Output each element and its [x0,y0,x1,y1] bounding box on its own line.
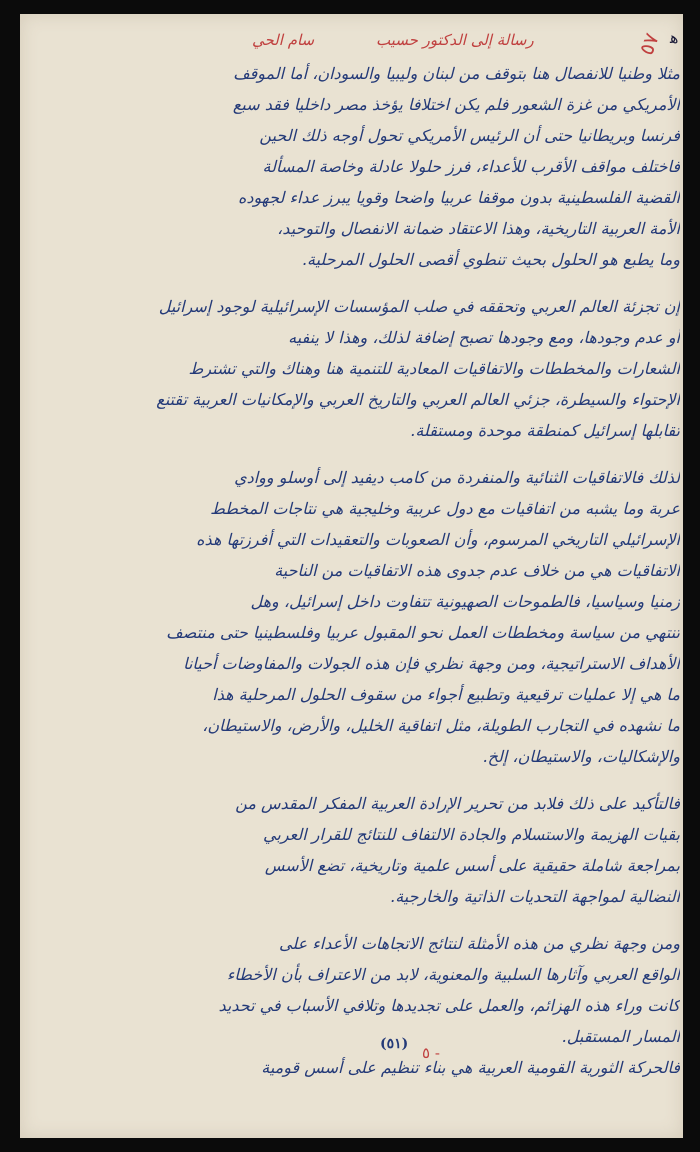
text-line: القضية الفلسطينية بدون موقفا عربيا واضحا وقويا يبرز عداء لجهوده [238,188,680,207]
paragraph-1 [68,58,680,275]
text-line: فرنسا وبريطانيا حتى أن الرئيس الأمريكي تحول أوجه ذلك الحين [259,126,680,145]
text-line: فاختلف مواقف الأقرب للأعداء، فرز حلولا عادلة وخاصة المسألة [262,157,680,176]
text-line: الأمريكي من غزة الشعور فلم يكن اختلافا يؤخذ مصر داخليا فقد سبع [232,95,680,114]
text-line: الواقع العربي وآثارها السلبية والمعنوية، لابد من الاعتراف بأن الأخطاء [226,965,680,984]
handwritten-body [68,58,680,1083]
folio-number: ٥٧ [633,29,664,59]
text-line: كانت وراء هذه الهزائم، والعمل على تجديدها وتلافي الأسباب في تحديد [218,996,680,1015]
text-line: بمراجعة شاملة حقيقية على أسس علمية وتاريخية، تضع الأسس [264,856,680,875]
corner-mark: ﻫ [670,28,679,47]
text-line: الأهداف الاستراتيجية، ومن وجهة نظري فإن هذه الجولات والمفاوضات أحيانا [183,654,680,673]
header-title: رسالة إلى الدكتور حسيب [376,31,534,49]
page-number: (٥١) [380,1036,409,1052]
text-line: ما هي إلا عمليات ترقيعية وتطبيع أجواء من سقوف الحلول المرحلية هذا [212,685,680,704]
text-line: الإحتواء والسيطرة، جزئي العالم العربي والتاريخ العربي والإمكانيات العربية تقتنع [156,390,680,409]
text-line: الشعارات والمخططات والاتفاقيات المعادية للتنمية هنا وهناك والتي تشترط [188,359,680,378]
header-name-left: سام الحي [252,31,315,49]
text-line: إن تجزئة العالم العربي وتحققه في صلب المؤسسات الإسرائيلية لوجود إسرائيل [158,297,680,316]
text-line: تنتهي من سياسة ومخططات العمل نحو المقبول عربيا وفلسطينيا حتى منتصف [166,623,680,642]
page-number-annotation: ٥ - [422,1044,440,1062]
text-line: الأمة العربية التاريخية، وهذا الاعتقاد ضمانة الانفصال والتوحيد، [277,219,680,238]
text-line: وما يطبع هو الحلول بحيث تنطوي أقصى الحلول المرحلية. [301,250,680,269]
paragraph-4 [68,788,680,912]
text-line: الاتفاقيات هي من خلاف عدم جدوى هذه الاتفاقيات من الناحية [274,561,680,580]
text-line: أو عدم وجودها، ومع وجودها تصبح إضافة لذلك، وهذا لا ينفيه [288,328,680,347]
paragraph-2 [68,291,680,446]
text-line: بقيات الهزيمة والاستسلام والجادة الالتفاف للنتائج للقرار العربي [263,825,680,844]
text-line: النضالية لمواجهة التحديات الذاتية والخارجية. [390,887,680,906]
text-line: زمنيا وسياسيا، فالطموحات الصهيونية تتفاوت داخل إسرائيل، وهل [250,592,680,611]
text-line: عربة وما يشبه من اتفاقيات مع دول عربية وخليجية هي نتاجات المخطط [210,499,680,518]
text-line: ما نشهده في التجارب الطويلة، مثل اتفاقية الخليل، والأرض، والاستيطان، [202,716,680,735]
text-line: ومن وجهة نظري من هذه الأمثلة لنتائج الاتجاهات الأعداء على [278,934,680,953]
text-line: لذلك فالاتفاقيات الثنائية والمنفردة من كامب ديفيد إلى أوسلو ووادي [234,468,680,487]
manuscript-page [20,14,683,1138]
paragraph-6 [68,1052,680,1083]
text-line: تقابلها إسرائيل كمنطقة موحدة ومستقلة. [410,421,680,440]
paragraph-5 [68,928,680,1052]
text-line: الإسرائيلي التاريخي المرسوم، وأن الصعوبات والتعقيدات التي أفرزتها هذه [196,530,680,549]
text-line: مثلا وطنيا للانفصال هنا بتوقف من لبنان وليبيا والسودان، أما الموقف [233,64,680,83]
text-line: فالحركة الثورية القومية العربية هي بناء تنظيم على أسس قومية [261,1058,680,1077]
paragraph-3 [68,462,680,772]
text-line: المسار المستقبل. [561,1027,680,1046]
text-line: والإشكاليات، والاستيطان، إلخ. [482,747,680,766]
text-line: فالتأكيد على ذلك فلابد من تحرير الإرادة العربية المفكر المقدس من [235,794,680,813]
